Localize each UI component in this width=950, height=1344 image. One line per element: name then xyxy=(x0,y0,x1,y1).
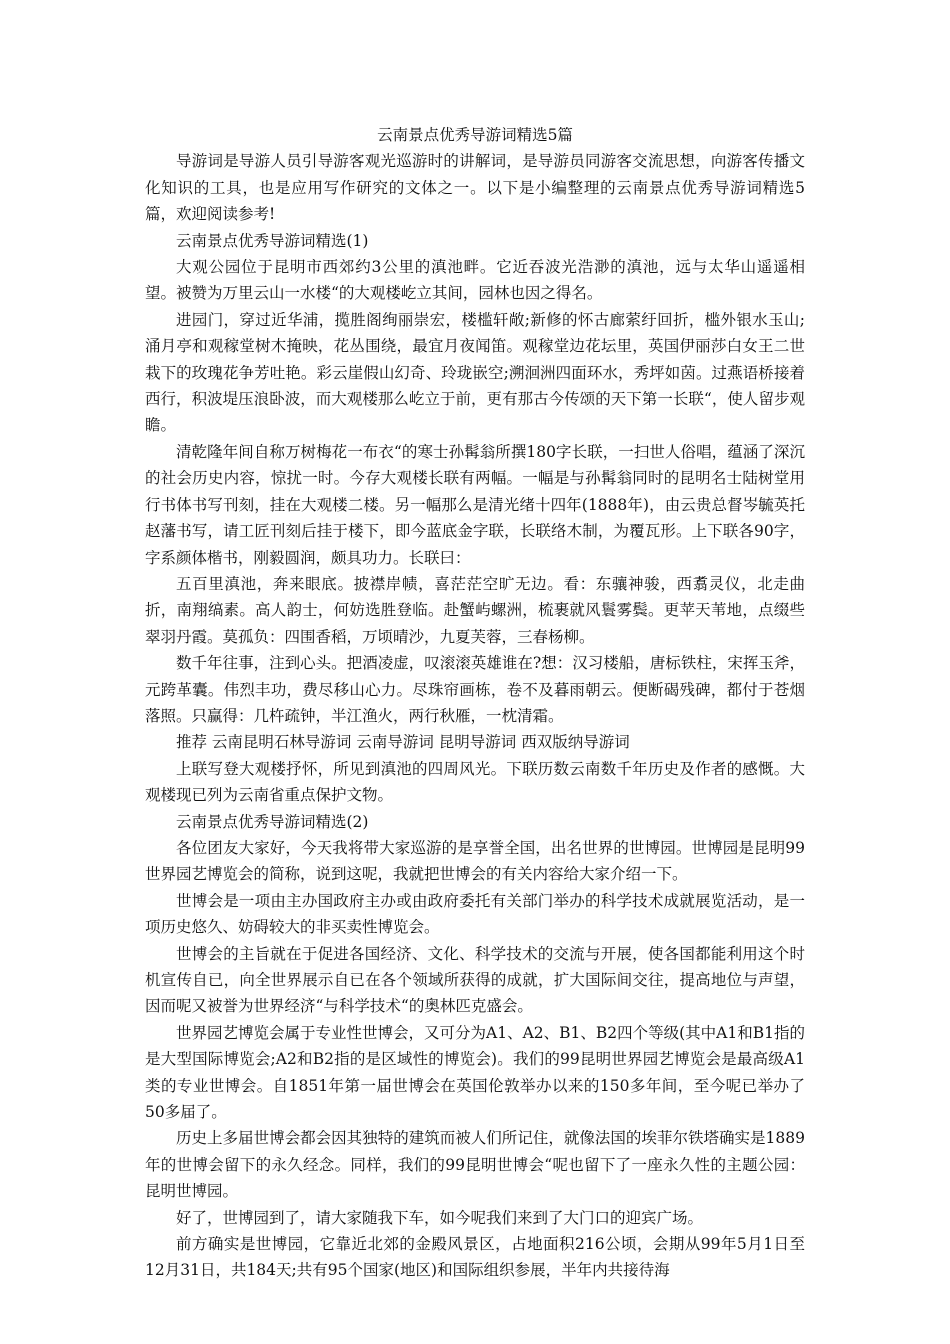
document-page xyxy=(145,122,805,1284)
document-paragraph: 进园门，穿过近华浦，揽胜阁绚丽崇宏，楼槛轩敞;新修的怀古廊萦纡回折，槛外银水玉山;涌月亭和观稼堂树木掩映，花丛围绕，最宜月夜闻笛。观稼堂边花坛里，英国伊丽莎白女王二世栽下的玫瑰花争芳吐艳。彩云崖假山幻奇、玲珑嵌空;溯洄洲四面环水，秀坪如茵。过燕语桥接着西行，积波堤压浪卧波，而大观楼那么屹立于前，更有那古今传颂的天下第一长联“，使人留步观瞻。 xyxy=(145,310,805,435)
document-paragraph: 数千年往事，注到心头。把酒凌虚，叹滚滚英雄谁在?想：汉习楼船，唐标铁柱，宋挥玉斧，元跨革囊。伟烈丰功，费尽移山心力。尽珠帘画栋，卷不及暮雨朝云。便断碣残碑，都付于苍烟落照。只赢得：几杵疏钟，半江渔火，两行秋雁，一枕清霜。 xyxy=(145,654,805,725)
document-paragraph: 云南景点优秀导游词精选(2) xyxy=(176,812,369,831)
document-title: 云南景点优秀导游词精选5篇 xyxy=(377,126,573,144)
document-paragraph: 各位团友大家好，今天我将带大家巡游的是享誉全国，出名世界的世博园。世博园是昆明99世界园艺博览会的简称，说到这呢，我就把世博会的有关内容给大家介绍一下。 xyxy=(145,838,805,884)
document-paragraph: 世博会是一项由主办国政府主办或由政府委托有关部门举办的科学技术成就展览活动，是一项历史悠久、妨碍较大的非买卖性博览会。 xyxy=(145,891,805,937)
document-paragraph: 前方确实是世博园，它靠近北郊的金殿风景区，占地面积216公顷，会期从99年5月1日至12月31日，共184天;共有95个国家(地区)和国际组织参展，半年内共接待海 xyxy=(145,1235,805,1280)
document-paragraph: 清乾隆年间自称万树梅花一布衣“的寒士孙髯翁所撰180字长联，一扫世人俗唱，蕴涵了深沉的社会历史内容，惊扰一时。今存大观楼长联有两幅。一幅是与孙髯翁同时的昆明名士陆树堂用行书体书写刊刻，挂在大观楼二楼。另一幅那么是清光绪十四年(1888年)，由云贵总督岑毓英托赵藩书写，请工匠刊刻后挂于楼下，即今蓝底金字联，长联络木制，为覆瓦形。上下联各90字，字系颜体楷书，刚毅圆润，颇具功力。长联曰： xyxy=(145,442,805,567)
document-paragraph: 大观公园位于昆明市西郊约3公里的滇池畔。它近吞波光浩渺的滇池，远与太华山遥遥相望。被赞为万里云山一水楼“的大观楼屹立其间，园林也因之得名。 xyxy=(145,258,805,303)
document-paragraph: 云南景点优秀导游词精选(1) xyxy=(176,231,369,250)
document-paragraph: 世博会的主旨就在于促进各国经济、文化、科学技术的交流与开展，使各国都能利用这个时机宣传自已，向全世界展示自已在各个领域所获得的成就，扩大国际间交往，提高地位与声望，因而呢又被誉为世界经济“与科学技术“的奥林匹克盛会。 xyxy=(145,944,805,1016)
document-paragraph: 五百里滇池，奔来眼底。披襟岸帻，喜茫茫空旷无边。看：东骧神骏，西翥灵仪，北走曲折，南翔缟素。高人韵士，何妨选胜登临。赴蟹屿螺洲，梳裹就风鬟雾鬓。更苹天苇地，点缀些翠羽丹霞。莫孤负：四围香稻，万顷晴沙，九夏芙蓉，三春杨柳。 xyxy=(145,574,805,646)
document-paragraph: 好了，世博园到了，请大家随我下车，如今呢我们来到了大门口的迎宾广场。 xyxy=(176,1208,704,1227)
document-paragraph: 导游词是导游人员引导游客观光巡游时的讲解词，是导游员同游客交流思想，向游客传播文化知识的工具，也是应用写作研究的文体之一。以下是小编整理的云南景点优秀导游词精选5篇，欢迎阅读参考! xyxy=(145,152,805,224)
document-paragraph: 世界园艺博览会属于专业性世博会，又可分为A1、A2、B1、B2四个等级(其中A1和B1指的是大型国际博览会;A2和B2指的是区域性的博览会)。我们的99昆明世界园艺博览会是最高级A1类的专业世博会。自1851年第一届世博会在英国伦敦举办以来的150多年间，至今呢已举办了50多届了。 xyxy=(145,1023,805,1122)
document-paragraph: 推荐 云南昆明石林导游词 云南导游词 昆明导游词 西双版纳导游词 xyxy=(176,733,630,752)
document-body xyxy=(145,148,805,1283)
document-paragraph: 上联写登大观楼抒怀，所见到滇池的四周风光。下联历数云南数千年历史及作者的感慨。大观楼现已列为云南省重点保护文物。 xyxy=(145,759,805,805)
document-paragraph: 历史上多届世博会都会因其独特的建筑而被人们所记住，就像法国的埃菲尔铁塔确实是1889年的世博会留下的永久经念。同样，我们的99昆明世博会“呢也留下了一座永久性的主题公园：昆明世博园。 xyxy=(145,1129,805,1201)
